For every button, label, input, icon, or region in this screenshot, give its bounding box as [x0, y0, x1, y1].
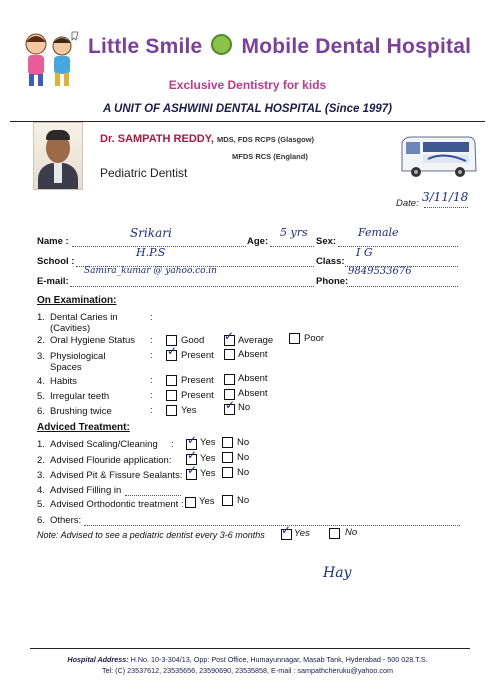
- unit-line: A UNIT OF ASHWINI DENTAL HOSPITAL (Since 1997): [102, 103, 393, 115]
- doctor-name-text: Dr. SAMPATH REDDY,: [100, 133, 214, 145]
- ortho-yes-label: Yes: [199, 496, 215, 507]
- email-label: E-mail:: [37, 276, 69, 287]
- footer-address: [0, 655, 495, 664]
- flouride-no-label: No: [237, 452, 250, 463]
- address-text: H.No. 10-3-304/13, Opp: Post Office, Humayunnagar, Masab Tank, Hyderabad - 500 028.T.S.: [130, 655, 428, 664]
- habits-absent-label: Absent: [238, 373, 268, 384]
- oral-average-label: Average: [238, 335, 274, 346]
- ortho-no-checkbox[interactable]: [222, 495, 233, 506]
- brushing-yes-checkbox[interactable]: [166, 405, 177, 416]
- habits-present-label: Present: [181, 375, 214, 386]
- advice-note: Note: Advised to see a pediatric dentist every 3-6 months: [37, 530, 265, 540]
- habits-absent-checkbox[interactable]: [224, 374, 235, 385]
- age-label: Age:: [247, 236, 269, 247]
- treatment-heading: Adviced Treatment:: [37, 422, 130, 433]
- brushing-no-label: No: [238, 402, 251, 413]
- class-value: I G: [356, 246, 373, 259]
- others-line: [84, 514, 460, 526]
- flouride-no-checkbox[interactable]: [222, 452, 233, 463]
- habits-present-checkbox[interactable]: [166, 375, 177, 386]
- exam-item-3: 3. Physiological: [37, 351, 106, 362]
- oral-good-label: Good: [181, 335, 205, 346]
- email-value: Samira_kumar @ yahoo.co.in: [84, 266, 217, 276]
- ortho-no-label: No: [237, 495, 250, 506]
- scaling-yes-check-icon: ✓: [187, 433, 198, 447]
- school-label: School :: [37, 256, 75, 267]
- tooth-logo-icon: [211, 34, 232, 55]
- treat-item-3: 3. Advised Pit & Fissure Sealants:: [37, 470, 183, 481]
- exam-item-2: 2. Oral Hygiene Status: [37, 335, 136, 346]
- date-line: [424, 196, 468, 208]
- treat-item-6: 6. Others:: [37, 515, 82, 526]
- treat-item-5: 5. Advised Orthodontic treatment :: [37, 499, 184, 510]
- spaces-absent-label: Absent: [238, 349, 268, 360]
- exam-item-6: 6. Brushing twice: [37, 406, 112, 417]
- scaling-no-label: No: [237, 437, 250, 448]
- doctor-specialty: Pediatric Dentist: [100, 166, 188, 180]
- sealants-yes-label: Yes: [200, 468, 216, 479]
- sealants-yes-check-icon: ✓: [187, 463, 198, 477]
- phone-label: Phone:: [316, 276, 349, 287]
- sealants-no-label: No: [237, 467, 250, 478]
- flouride-yes-check-icon: ✓: [187, 448, 198, 462]
- note-no-label: No: [345, 527, 358, 538]
- irregular-absent-label: Absent: [238, 388, 268, 399]
- age-value: 5 yrs: [280, 226, 308, 239]
- irregular-present-checkbox[interactable]: [166, 390, 177, 401]
- ortho-yes-checkbox[interactable]: [185, 497, 196, 508]
- date-label: Date:: [396, 198, 419, 209]
- class-label: Class:: [316, 256, 345, 267]
- note-no-checkbox[interactable]: [329, 528, 340, 539]
- subtitle: Exclusive Dentistry for kids: [168, 78, 327, 92]
- title-part2: Mobile Dental Hospital: [241, 35, 472, 58]
- name-value: Srikari: [130, 226, 172, 240]
- title-part1: Little Smile: [88, 35, 203, 58]
- brushing-no-check-icon: ✓: [225, 398, 236, 412]
- note-yes-check-icon: ✓: [281, 523, 292, 537]
- footer-divider: [30, 648, 470, 649]
- doctor-photo: [33, 122, 83, 190]
- footer-contact: Tel: (C) 23537612, 23535656, 23590690, 23535858, E-mail : sampathcheruku@yahoo.com: [102, 666, 393, 675]
- brushing-yes-label: Yes: [181, 405, 197, 416]
- exam-item-4: 4. Habits: [37, 376, 77, 387]
- email-line: [70, 275, 314, 287]
- sealants-no-checkbox[interactable]: [222, 467, 233, 478]
- address-label: Hospital Address:: [67, 655, 129, 664]
- treat-item-2: 2. Advised Flouride application:: [37, 455, 172, 466]
- flouride-yes-label: Yes: [200, 453, 216, 464]
- spaces-present-check-icon: ✓: [167, 344, 178, 358]
- treat-item-1: 1. Advised Scaling/Cleaning: [37, 439, 158, 450]
- filling-line: [125, 484, 181, 496]
- exam-item-3-label2: Spaces: [50, 362, 82, 373]
- oral-poor-checkbox[interactable]: [289, 333, 300, 344]
- spaces-present-label: Present: [181, 350, 214, 361]
- scaling-yes-label: Yes: [200, 437, 216, 448]
- exam-item-1-colon: :: [150, 312, 153, 323]
- doctor-quals1: MDS, FDS RCPS (Glasgow): [216, 135, 315, 144]
- sex-value: Female: [358, 226, 399, 239]
- irregular-present-label: Present: [181, 390, 214, 401]
- name-label: Name :: [37, 236, 69, 247]
- sex-label: Sex:: [316, 236, 337, 247]
- treat-item-4: 4. Advised Filling in: [37, 485, 122, 496]
- examination-heading: On Examination:: [37, 295, 117, 306]
- school-value: H.P.S: [136, 246, 166, 259]
- date-value: 3/11/18: [422, 190, 469, 204]
- exam-item-5: 5. Irregular teeth: [37, 391, 110, 402]
- exam-item-1-label2: (Cavities): [50, 323, 91, 334]
- exam-item-1: 1. Dental Caries in: [37, 312, 118, 323]
- phone-value: 9849533676: [348, 266, 412, 277]
- doctor-name: [100, 133, 314, 145]
- hospital-title: [88, 34, 471, 59]
- oral-poor-label: Poor: [304, 333, 325, 344]
- doctor-signature: Hay: [323, 565, 352, 581]
- scaling-no-checkbox[interactable]: [222, 437, 233, 448]
- spaces-absent-checkbox[interactable]: [224, 349, 235, 360]
- doctor-quals2: MFDS RCS (England): [232, 152, 308, 161]
- oral-average-check-icon: ✓: [224, 329, 235, 343]
- mobile-bus-icon: [398, 133, 478, 183]
- note-yes-label: Yes: [294, 528, 310, 539]
